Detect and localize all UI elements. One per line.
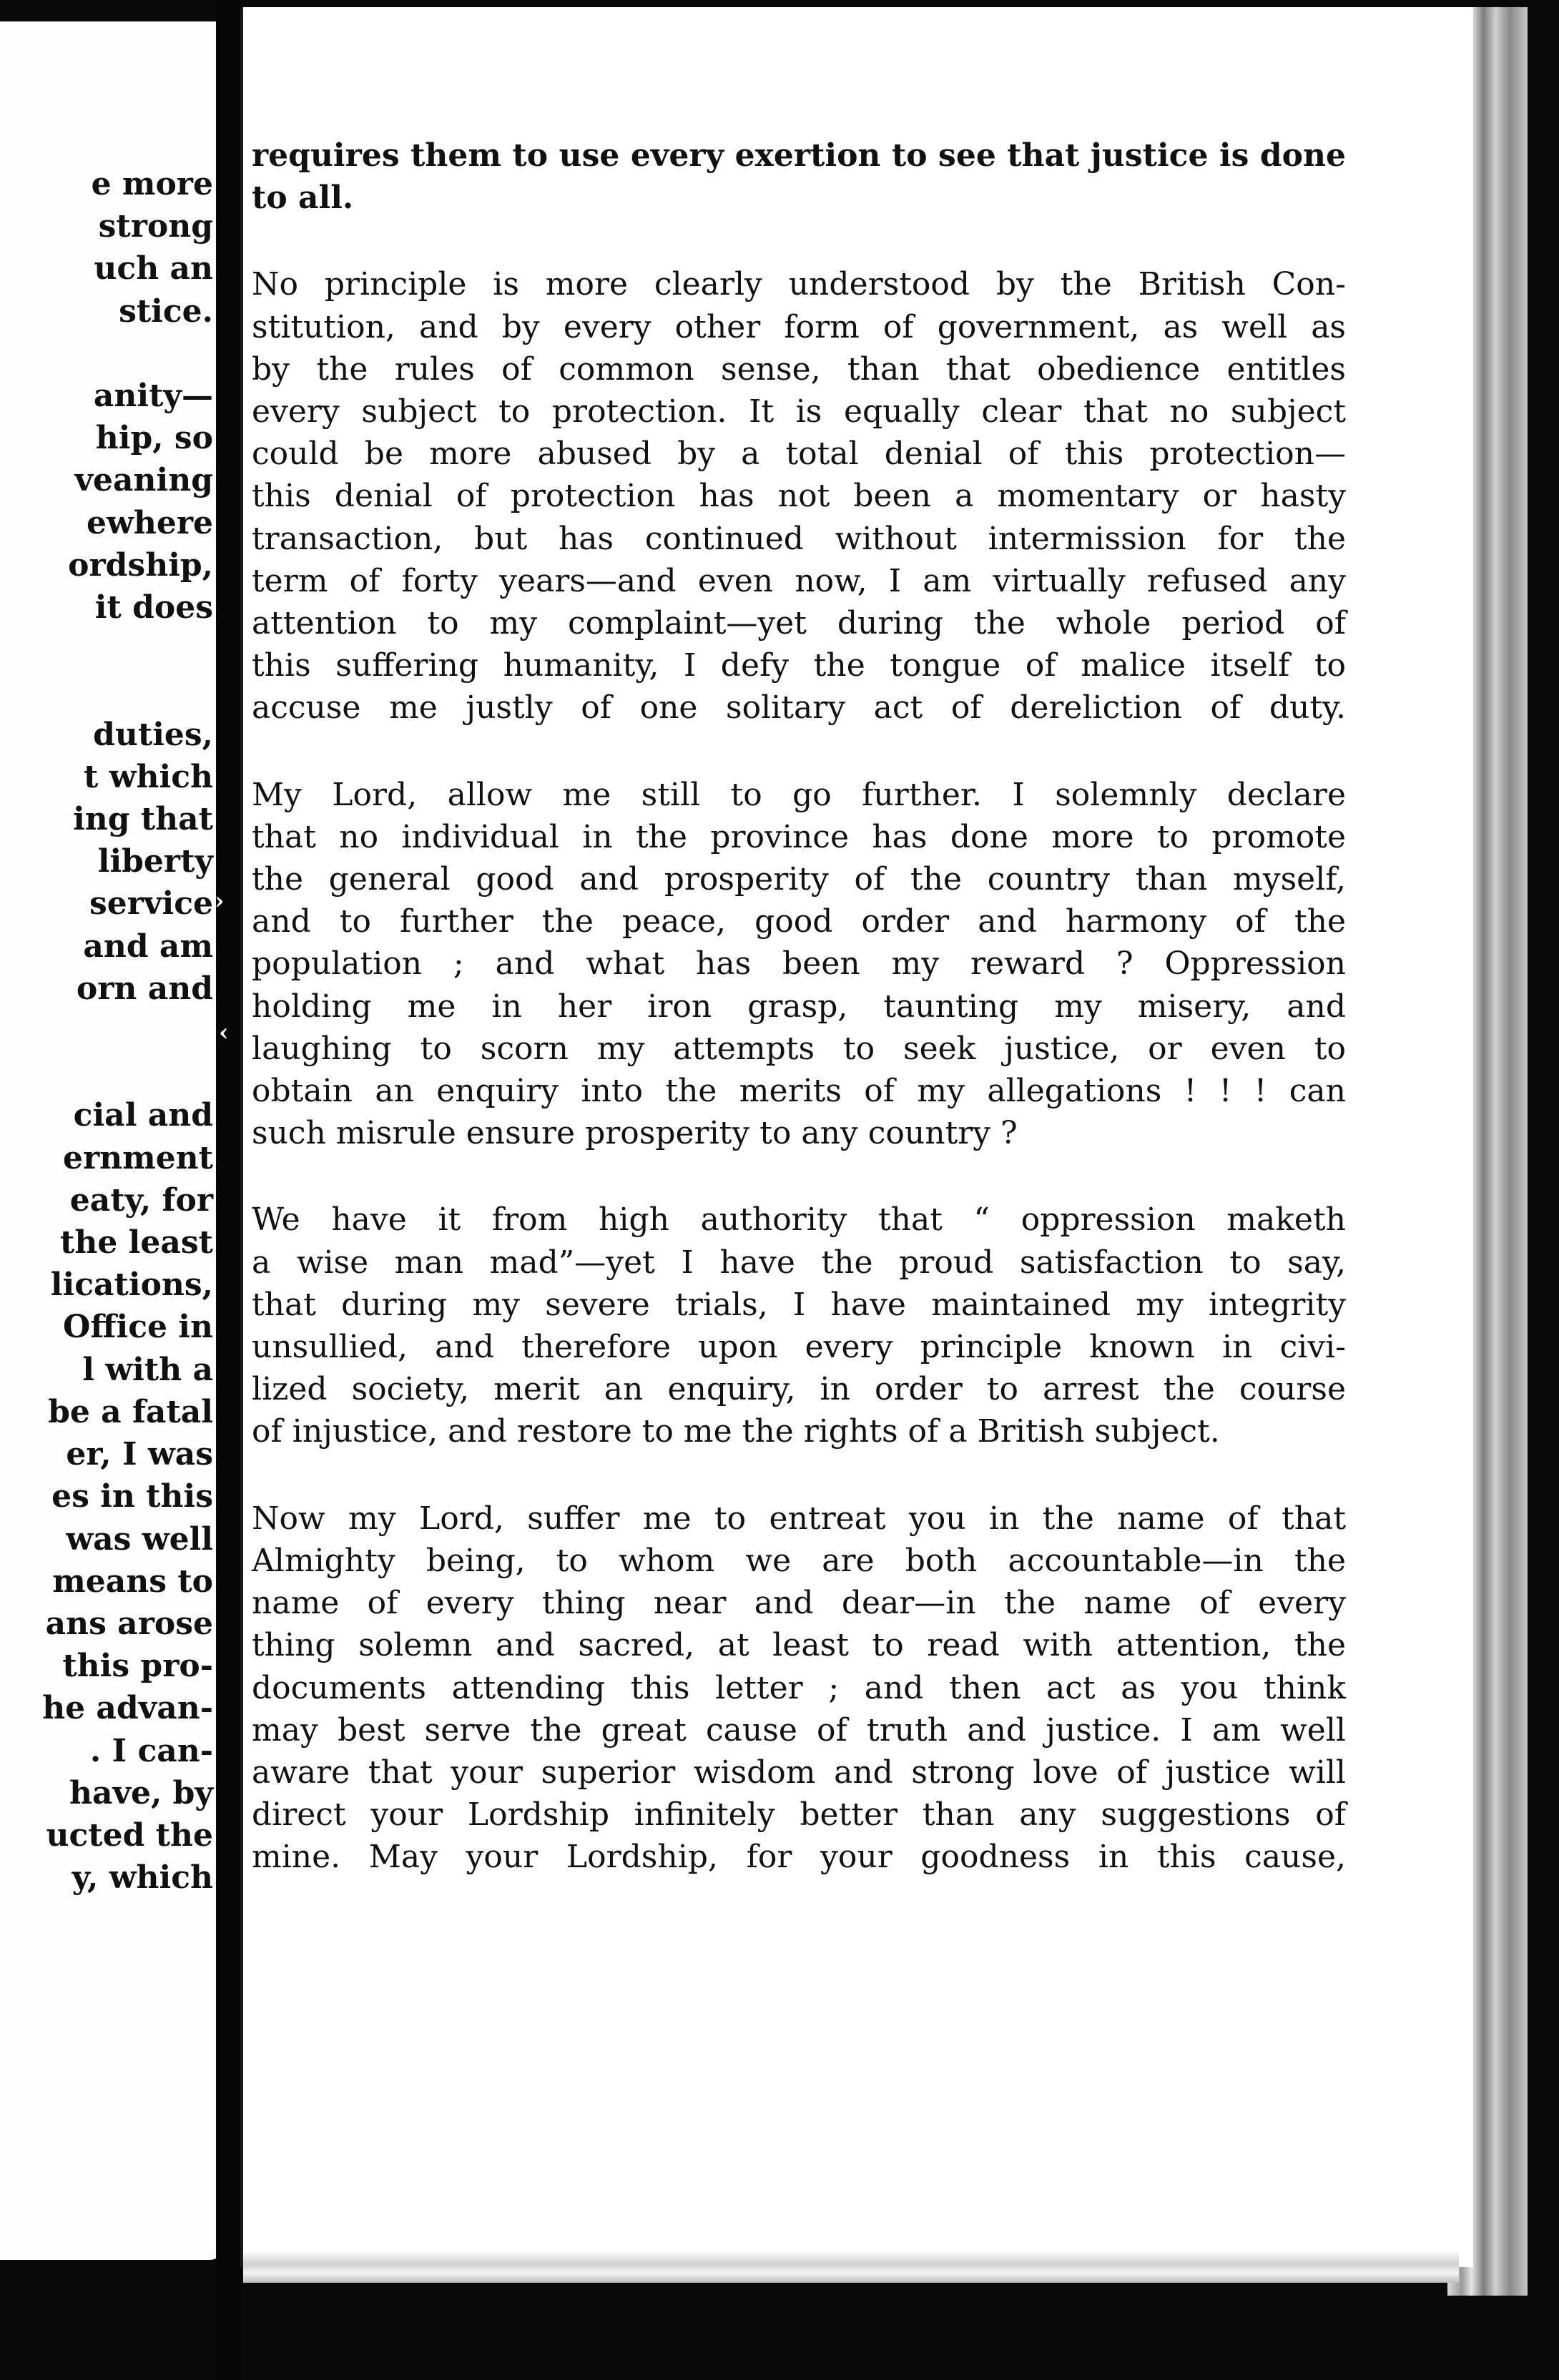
text-line: direct your Lordship infinitely better than any suggestions of — [252, 1796, 1346, 1834]
left-fragment: orn and — [76, 970, 213, 1007]
left-fragment: was well — [66, 1520, 213, 1558]
left-fragment: ewhere — [86, 504, 213, 541]
paragraph-4 — [252, 1199, 1346, 1452]
text-line: by the rules of common sense, than that obedience entitles — [252, 350, 1346, 388]
left-fragment: eaty, for — [69, 1181, 213, 1219]
text-line: lized society, merit an enquiry, in order to arrest the course — [252, 1371, 1346, 1408]
left-fragment: and am — [83, 928, 213, 965]
left-fragment: means to — [52, 1563, 213, 1600]
paragraph-2 — [252, 263, 1346, 729]
text-line: requires them to use every exertion to see that justice is done — [252, 137, 1346, 174]
left-fragment — [42, 1052, 213, 1094]
left-fragment: cial and — [73, 1097, 213, 1134]
text-line: We have it from high authority that “ oppression maketh — [252, 1201, 1346, 1239]
text-line: the general good and prosperity of the country than myself, — [252, 861, 1346, 898]
text-line: Now my Lord, suffer me to entreat you in the name of that — [252, 1500, 1346, 1537]
left-fragment: duties, — [93, 716, 213, 753]
book-gutter-shadow — [216, 0, 242, 2380]
text-line: No principle is more clearly understood by the British Con- — [252, 266, 1346, 303]
text-line: My Lord, allow me still to go further. I solemnly declare — [252, 776, 1346, 813]
left-fragment: t which — [83, 758, 213, 795]
left-fragment: es in this — [51, 1478, 213, 1515]
left-fragment: service — [89, 885, 213, 923]
left-fragment: er, I was — [66, 1436, 213, 1473]
left-fragment — [42, 629, 213, 671]
text-line: and to further the peace, good order and harmony of the — [252, 903, 1346, 940]
left-fragment: ans arose — [45, 1605, 213, 1642]
left-fragment: he advan- — [42, 1690, 213, 1727]
left-fragment: stice. — [119, 292, 213, 330]
left-fragment: lications, — [50, 1267, 213, 1304]
text-line: stitution, and by every other form of government, as well as — [252, 308, 1346, 345]
text-line: this suffering humanity, I defy the tongue of malice itself to — [252, 647, 1346, 684]
left-fragment: uch an — [94, 250, 213, 287]
left-fragment: ing that — [73, 801, 213, 838]
left-fragment: anity— — [93, 378, 213, 415]
text-line: thing solemn and sacred, at least to read with attention, the — [252, 1627, 1346, 1664]
paragraph-1 — [252, 134, 1346, 219]
left-fragment: have, by — [69, 1774, 213, 1811]
text-line: accuse me justly of one solitary act of dereliction of duty. — [252, 689, 1346, 727]
text-line: unsullied, and therefore upon every principle known in civi- — [252, 1329, 1346, 1366]
text-line: transaction, but has continued without intermission for the — [252, 520, 1346, 557]
left-fragment: y, which — [72, 1859, 213, 1897]
text-line: aware that your superior wisdom and strong love of justice will — [252, 1754, 1346, 1791]
text-line: documents attending this letter ; and then act as you think — [252, 1669, 1346, 1706]
text-line: term of forty years—and even now, I am virtually refused any — [252, 562, 1346, 599]
page-bottom-edge — [243, 2251, 1459, 2283]
left-fragment: l with a — [82, 1351, 213, 1388]
left-fragment — [42, 333, 213, 375]
paragraph-3 — [252, 774, 1346, 1155]
margin-mark: › — [215, 887, 225, 915]
text-line: that no individual in the province has done more to promote — [252, 818, 1346, 855]
left-fragment: e more — [91, 166, 213, 202]
left-fragment: . I can- — [89, 1732, 213, 1769]
text-line: may best serve the great cause of truth and justice. I am well — [252, 1711, 1346, 1749]
text-line: holding me in her iron grasp, taunting my misery, and — [252, 988, 1346, 1025]
text-line: every subject to protection. It is equally clear that no subject — [252, 393, 1346, 431]
text-line: obtain an enquiry into the merits of my allegations ! ! ! can — [252, 1073, 1346, 1110]
text-line: Almighty being, to whom we are both accountable—in the — [252, 1542, 1346, 1579]
left-fragment: veaning — [74, 462, 213, 499]
left-fragment: it does — [94, 589, 213, 626]
text-line: laughing to scorn my attempts to seek justice, or even to — [252, 1030, 1346, 1067]
text-line: to all. — [252, 180, 354, 217]
left-fragment — [42, 1010, 213, 1052]
left-fragment: Office in — [63, 1309, 213, 1346]
left-fragment: the least — [60, 1224, 213, 1262]
text-line: mine. May your Lordship, for your goodness in this cause, — [252, 1839, 1346, 1876]
text-line: that during my severe trials, I have maintained my integrity — [252, 1286, 1346, 1323]
left-fragment: ucted the — [46, 1816, 213, 1854]
letter-body-text — [252, 134, 1346, 1923]
left-fragment: strong — [98, 208, 213, 245]
left-page — [0, 21, 223, 2260]
left-fragment — [42, 671, 213, 713]
left-fragment: hip, so — [95, 420, 213, 457]
left-fragment: this pro- — [62, 1648, 213, 1685]
left-page-text-fragments — [42, 163, 213, 1899]
text-line: of injustice, and restore to me the rights of a British subject. — [252, 1413, 1220, 1450]
text-line: attention to my complaint—yet during the whole period of — [252, 605, 1346, 642]
left-fragment: ordship, — [68, 546, 213, 584]
left-fragment: ernment — [62, 1139, 213, 1176]
text-line: population ; and what has been my reward ? Oppression — [252, 945, 1346, 983]
text-line: could be more abused by a total denial of this protection— — [252, 436, 1346, 473]
left-fragment: liberty — [97, 843, 213, 880]
paragraph-5 — [252, 1498, 1346, 1879]
text-line: such misrule ensure prosperity to any country ? — [252, 1115, 1018, 1152]
text-line: name of every thing near and dear—in the name of every — [252, 1585, 1346, 1622]
margin-mark: ‹ — [219, 1018, 229, 1047]
left-fragment: be a fatal — [48, 1393, 213, 1430]
text-line: a wise man mad”—yet I have the proud satisfaction to say, — [252, 1244, 1346, 1281]
text-line: this denial of protection has not been a momentary or hasty — [252, 478, 1346, 515]
